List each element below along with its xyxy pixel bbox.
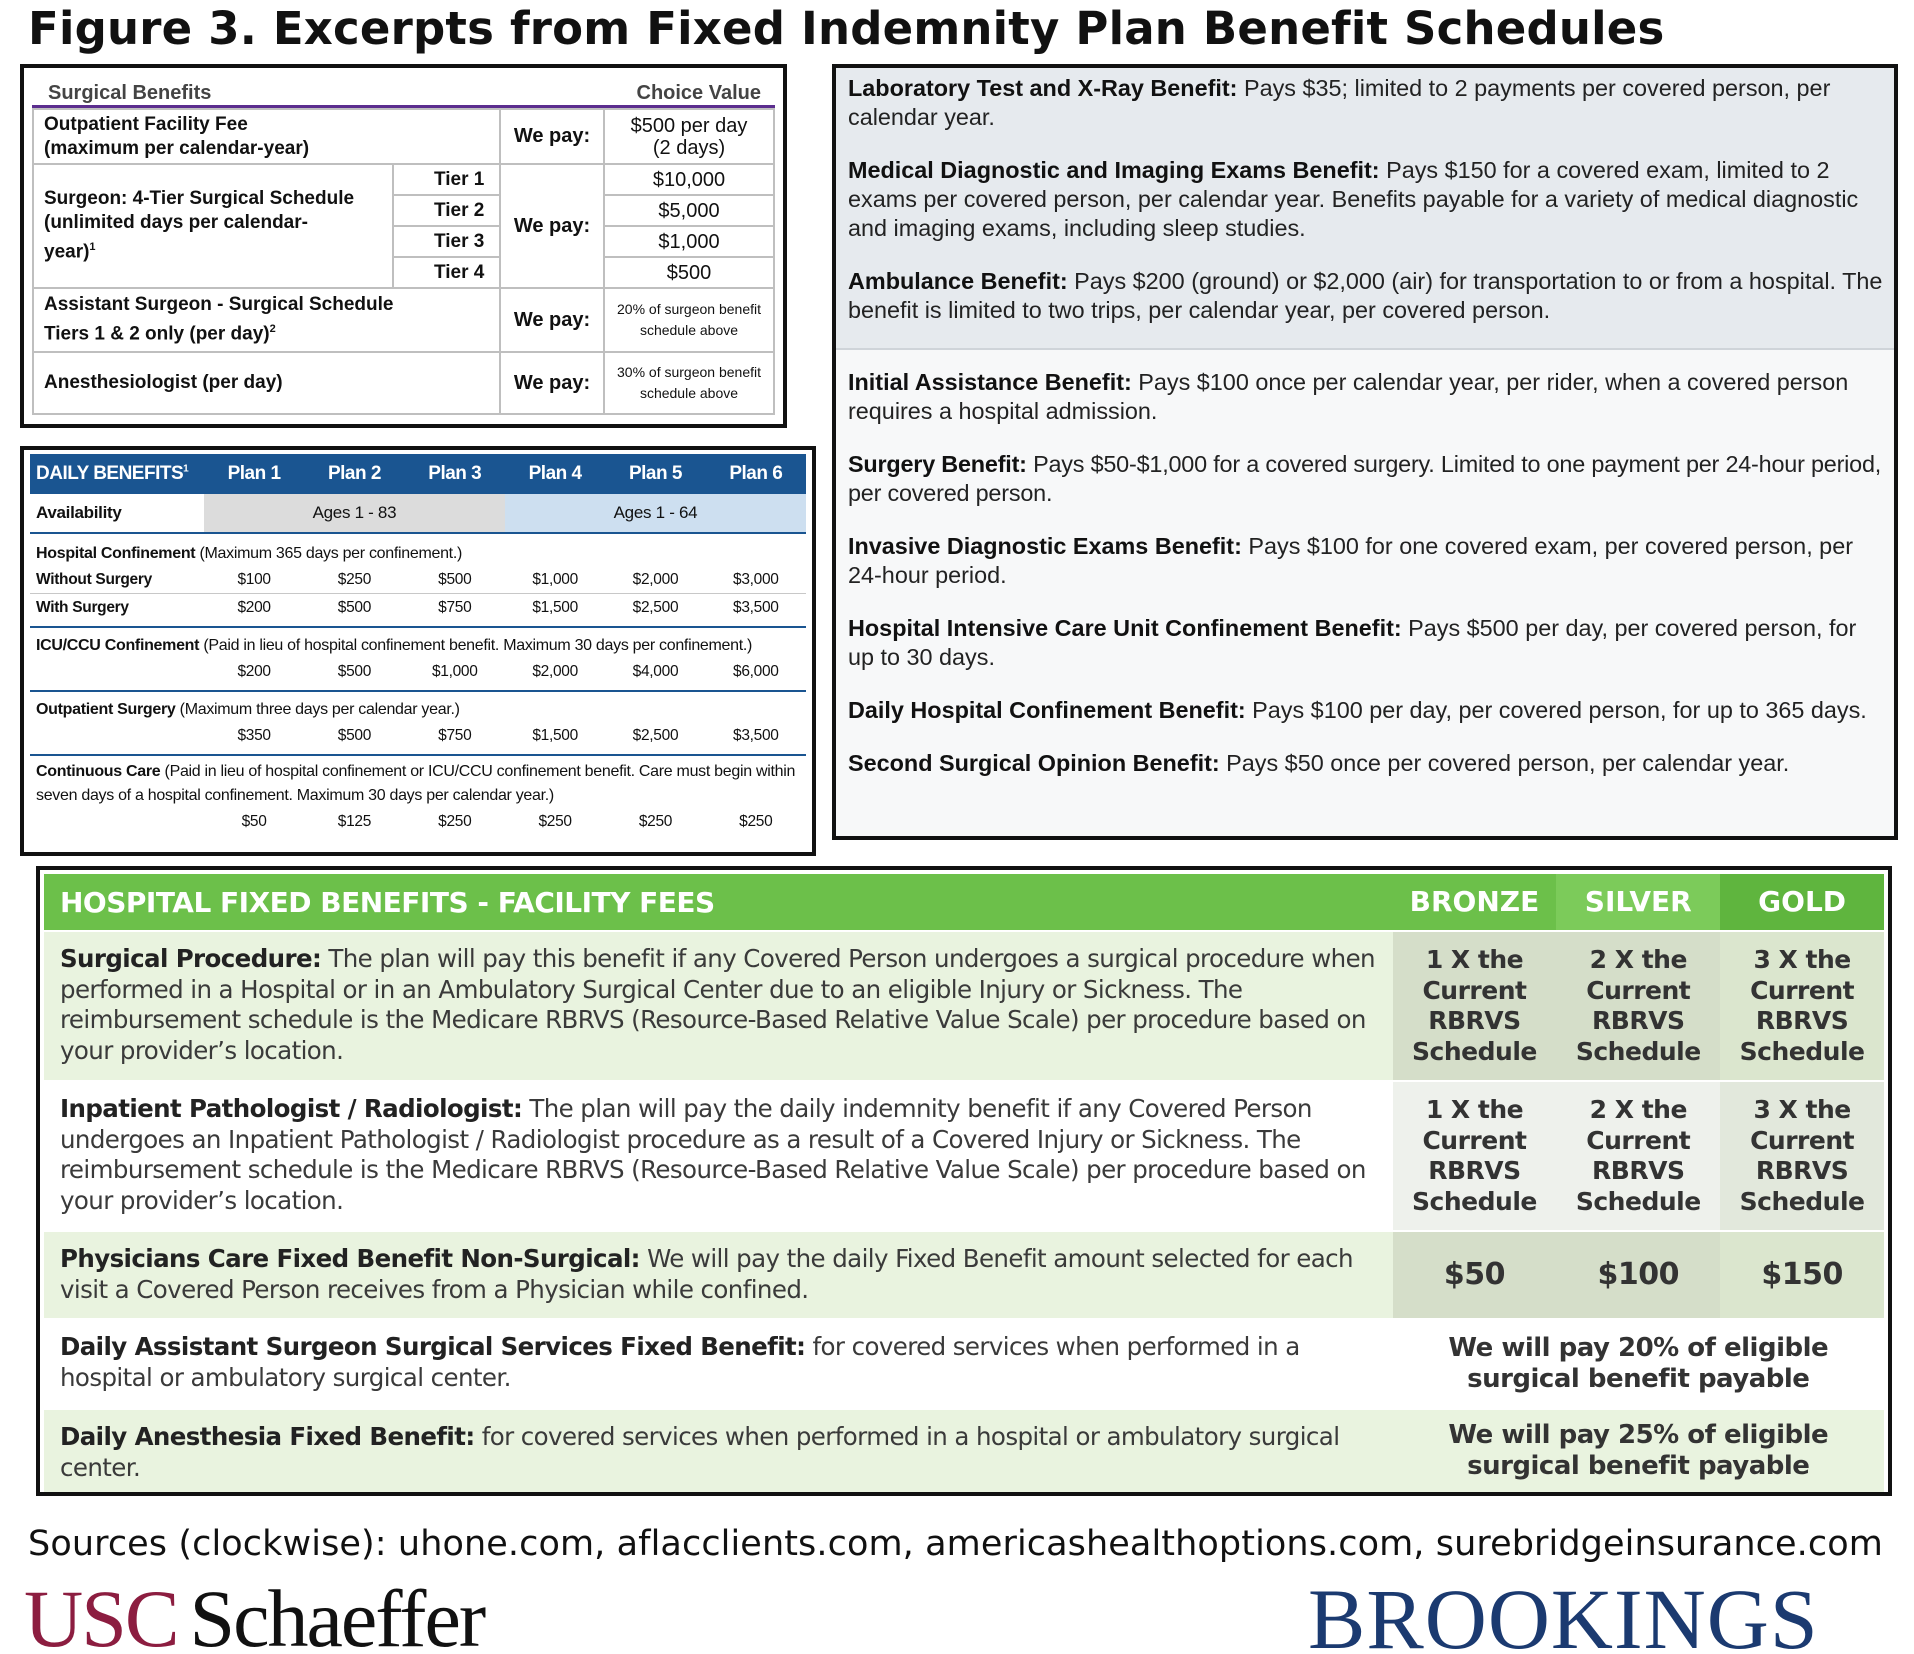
benefit-item: Surgery Benefit: Pays $50-$1,000 for a covered surgery. Limited to one payment per 24-hour period, per covered person. — [848, 451, 1882, 506]
continuous-care-heading: Continuous Care (Paid in lieu of hospital confinement or ICU/CCU confinement benefit. Care must begin within seven days of a hospital confinement. Maximum 30 days per calendar year.) — [36, 763, 796, 804]
table-row — [44, 1080, 1884, 1230]
we-pay-label: We pay: — [500, 164, 604, 288]
usc-schaeffer-logo: USC Schaeffer — [24, 1573, 485, 1654]
silver-value: 2 X the Current RBRVS Schedule — [1556, 1082, 1720, 1230]
daily-benefits-title: DAILY BENEFITS$^1$ — [36, 463, 189, 484]
anesthesia-value: We will pay 25% of eligible surgical benefit payable — [1448, 1420, 1829, 1481]
surgical-benefits-title: Surgical Benefits — [48, 82, 212, 104]
outpatient-surgery-heading: Outpatient Surgery (Maximum three days per calendar year.) — [36, 701, 460, 718]
choice-value-heading: Choice Value — [636, 82, 761, 104]
tier-label: Tier 4 — [393, 257, 500, 288]
plan-header: Plan 5 — [628, 463, 682, 484]
we-pay-label: We pay: — [500, 109, 604, 164]
benefit-item: Medical Diagnostic and Imaging Exams Benefit: Pays $150 for a covered exam, limited to 2 exams per covered person, per calendar year. Benefits payable for a variety of medical diagnostic and imaging exams, including sleep studies. — [848, 157, 1859, 241]
anesthesiologist-value: 30% of surgeon benefit schedule above — [604, 352, 774, 414]
daily-benefits-panel — [20, 446, 816, 856]
plan-header: Plan 1 — [227, 463, 281, 484]
benefit-item: Ambulance Benefit: Pays $200 (ground) or $2,000 (air) for transportation to or from a hospital. The benefit is limited to two trips, per calendar year, per covered person. — [848, 268, 1883, 323]
tier-label: Tier 2 — [393, 195, 500, 226]
benefit-item: Laboratory Test and X-Ray Benefit: Pays $35; limited to 2 payments per covered person, per calendar year. — [848, 75, 1831, 130]
gold-value: 3 X the Current RBRVS Schedule — [1720, 932, 1884, 1080]
table-row — [44, 1318, 1884, 1408]
tier-label: Tier 3 — [393, 226, 500, 257]
assistant-surgeon-description: Daily Assistant Surgeon Surgical Services Fixed Benefit: for covered services when performed in a hospital or ambulatory surgical center. — [60, 1332, 1300, 1392]
availability-group-2: Ages 1 - 64 — [505, 494, 806, 532]
figure-title: Figure 3. Excerpts from Fixed Indemnity Plan Benefit Schedules — [28, 2, 1665, 55]
availability-group-1: Ages 1 - 83 — [204, 494, 505, 532]
bronze-value: 1 X the Current RBRVS Schedule — [1393, 932, 1557, 1080]
tier-bronze-heading: BRONZE — [1409, 885, 1540, 918]
surgical-procedure-description: Surgical Procedure: The plan will pay this benefit if any Covered Person undergoes a surgical procedure when performed in a Hospital or in an Ambulatory Surgical Center due to an eligible Injury or Sickness. The reimbursement schedule is the Medicare RBRVS (Resource-Based Relative Value Scale) per procedure based on your provider’s location. — [60, 944, 1375, 1065]
plan-header: Plan 2 — [327, 463, 381, 484]
brookings-logo: BROOKINGS — [1308, 1571, 1819, 1654]
daily-benefits-header — [30, 454, 806, 494]
assistant-surgeon-label: Assistant Surgeon - Surgical Schedule Tiers 1 & 2 only (per day)$^2$ — [33, 288, 500, 352]
plan-header: Plan 6 — [729, 463, 783, 484]
tier-label: Tier 1 — [393, 164, 500, 195]
hospital-fixed-benefits-panel — [36, 866, 1892, 1496]
assistant-surgeon-value: 20% of surgeon benefit schedule above — [604, 288, 774, 352]
bronze-value: 1 X the Current RBRVS Schedule — [1393, 1082, 1557, 1230]
table-row — [33, 164, 774, 195]
tier-gold-heading: GOLD — [1720, 874, 1884, 930]
gold-value: $150 — [1720, 1232, 1884, 1318]
silver-value: $100 — [1556, 1232, 1720, 1318]
physicians-care-description: Physicians Care Fixed Benefit Non-Surgical: We will pay the daily Fixed Benefit amount selected for each visit a Covered Person receives from a Physician while confined. — [60, 1244, 1353, 1304]
tier-silver-heading: SILVER — [1556, 874, 1720, 930]
tier-value: $500 — [604, 257, 774, 288]
surgical-benefits-header — [32, 74, 775, 108]
benefit-list-panel — [832, 64, 1898, 840]
tier-value: $10,000 — [604, 164, 774, 195]
outpatient-surgery-row: $350 $500 $750 $1,500 $2,500 $3,500 — [237, 727, 779, 744]
benefit-item: Daily Hospital Confinement Benefit: Pays $100 per day, per covered person, for up to 365 days. — [848, 697, 1867, 723]
with-surgery-row: With Surgery $200 $500 $750 $1,500 $2,500 $3,500 — [36, 599, 779, 616]
hospital-fixed-benefits-header — [44, 874, 1884, 930]
table-row — [33, 109, 774, 164]
pathologist-radiologist-description: Inpatient Pathologist / Radiologist: The plan will pay the daily indemnity benefit if any Covered Person undergoes an Inpatient Pathologist / Radiologist procedure as a result of a Covered Injury or Sickness. The reimbursement schedule is the Medicare RBRVS (Resource-Based Relative Value Scale) per procedure based on your provider’s location. — [60, 1094, 1366, 1215]
benefit-item: Initial Assistance Benefit: Pays $100 once per calendar year, per rider, when a covered person requires a hospital admission. — [848, 369, 1849, 424]
anesthesiologist-label: Anesthesiologist (per day) — [33, 352, 500, 414]
gold-value: 3 X the Current RBRVS Schedule — [1720, 1082, 1884, 1230]
table-row — [44, 1230, 1884, 1318]
benefit-list-bottom — [836, 350, 1894, 836]
hospital-confinement-heading: Hospital Confinement (Maximum 365 days per confinement.) — [36, 545, 462, 562]
assistant-surgeon-value: We will pay 20% of eligible surgical benefit payable — [1448, 1333, 1829, 1394]
anesthesia-description: Daily Anesthesia Fixed Benefit: for covered services when performed in a hospital or ambulatory surgical center. — [60, 1422, 1340, 1482]
silver-value: 2 X the Current RBRVS Schedule — [1556, 932, 1720, 1080]
availability-label: Availability — [36, 503, 122, 522]
icu-ccu-row: $200 $500 $1,000 $2,000 $4,000 $6,000 — [237, 663, 779, 680]
bronze-value: $50 — [1393, 1232, 1557, 1318]
tier-value: $1,000 — [604, 226, 774, 257]
benefit-item: Invasive Diagnostic Exams Benefit: Pays $100 for one covered exam, per covered person, per 24-hour period. — [848, 533, 1853, 588]
plan-header: Plan 4 — [528, 463, 582, 484]
outpatient-facility-fee-label: Outpatient Facility Fee (maximum per calendar-year) — [33, 109, 500, 164]
outpatient-facility-fee-value: $500 per day (2 days) — [604, 109, 774, 164]
hospital-fixed-benefits-title: HOSPITAL FIXED BENEFITS - FACILITY FEES — [60, 885, 715, 919]
surgical-benefits-table — [32, 108, 775, 415]
table-row — [44, 1408, 1884, 1492]
benefit-list-top — [836, 68, 1894, 350]
sources-note: Sources (clockwise): uhone.com, aflacclients.com, americashealthoptions.com, surebridgeinsurance.com — [28, 1524, 1883, 1564]
surgical-benefits-panel — [20, 64, 787, 428]
table-row — [33, 288, 774, 352]
we-pay-label: We pay: — [500, 288, 604, 352]
surgeon-schedule-label: Surgeon: 4-Tier Surgical Schedule (unlimited days per calendar- year)$^1$ — [33, 164, 393, 288]
plan-header: Plan 3 — [428, 463, 482, 484]
benefit-item: Second Surgical Opinion Benefit: Pays $50 once per covered person, per calendar year. — [848, 750, 1790, 776]
tier-value: $5,000 — [604, 195, 774, 226]
icu-ccu-heading: ICU/CCU Confinement (Paid in lieu of hospital confinement benefit. Maximum 30 days per confinement.) — [36, 637, 753, 654]
continuous-care-row: $50 $125 $250 $250 $250 $250 — [241, 813, 773, 830]
benefit-item: Hospital Intensive Care Unit Confinement Benefit: Pays $500 per day, per covered person, for up to 30 days. — [848, 615, 1857, 670]
we-pay-label: We pay: — [500, 352, 604, 414]
availability-row — [30, 494, 806, 534]
without-surgery-row: Without Surgery $100 $250 $500 $1,000 $2,000 $3,000 — [30, 566, 806, 594]
table-row — [33, 352, 774, 414]
table-row — [44, 930, 1884, 1080]
